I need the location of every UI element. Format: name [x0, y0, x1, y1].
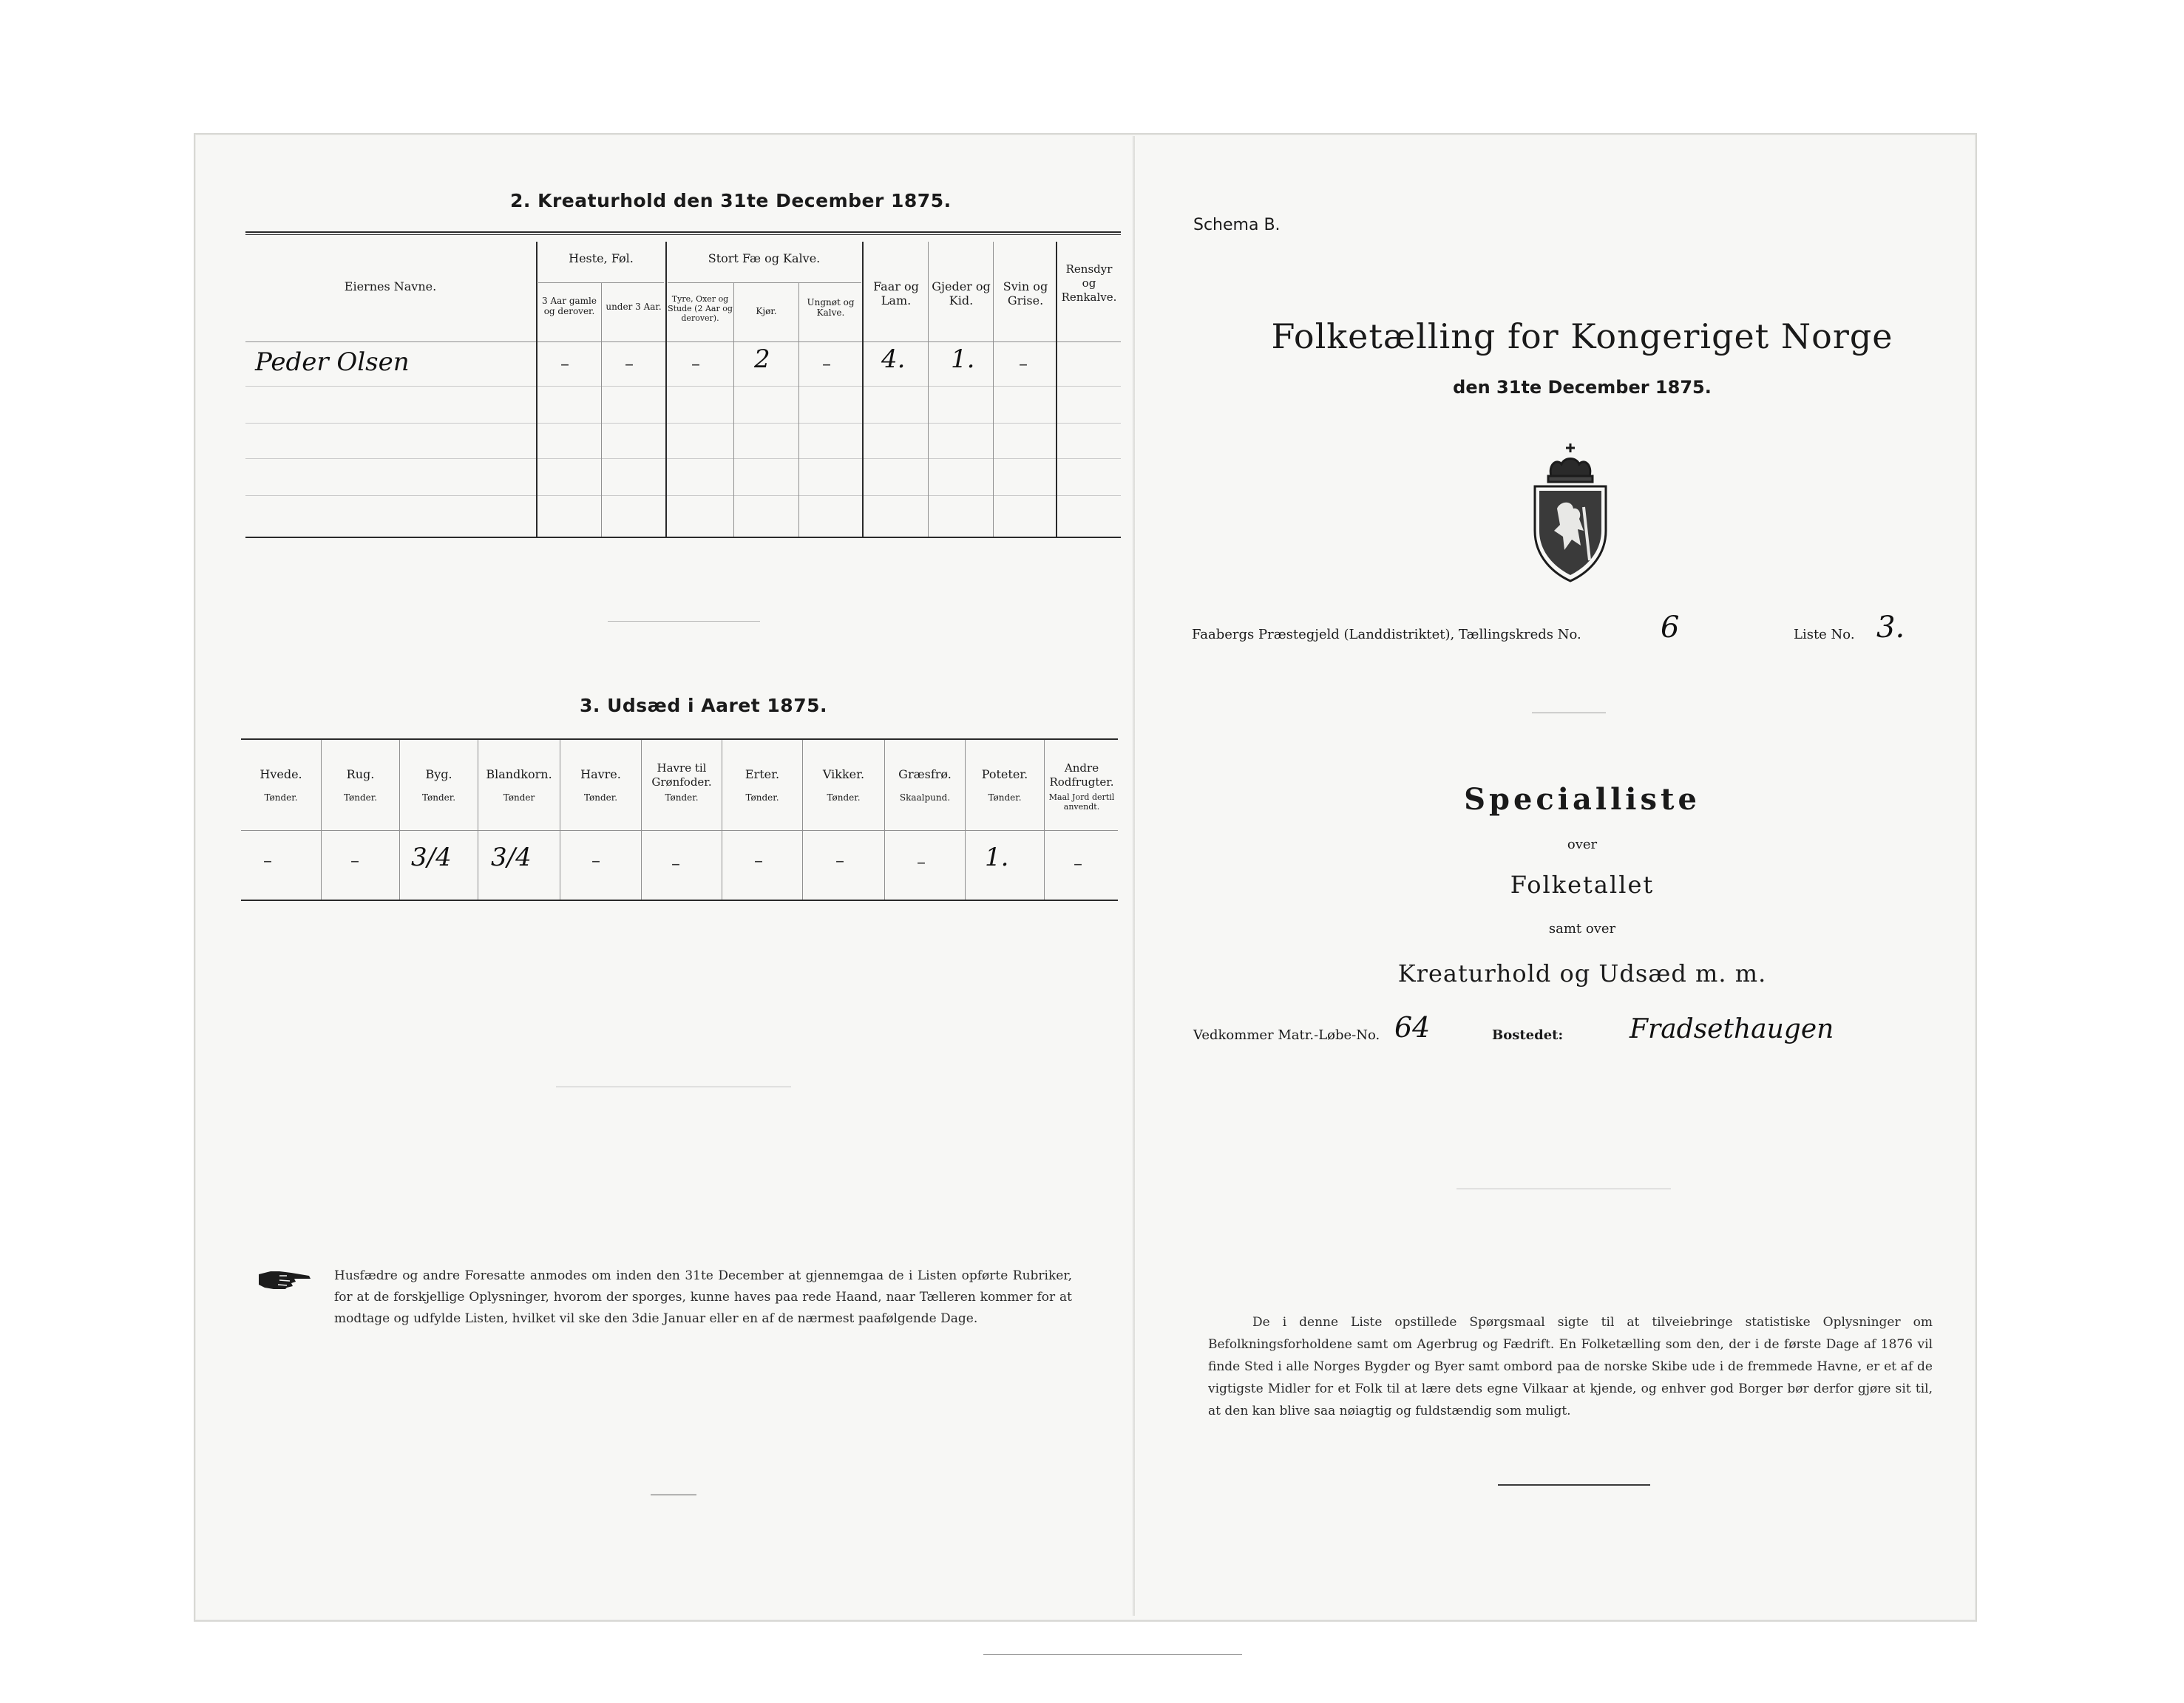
- horses-over3-header: 3 Aar gamle og derover.: [542, 296, 597, 316]
- cows-cell: 2: [754, 344, 770, 374]
- liste-label: Liste No.: [1794, 627, 1855, 642]
- mixed-grain-value: 3/4: [491, 843, 532, 872]
- root-crops-unit: Maal Jord dertil anvendt.: [1048, 792, 1115, 812]
- horses-header: Heste, Føl.: [569, 251, 634, 265]
- vetch-header: Vikker.: [822, 767, 865, 781]
- pigs-cell: –: [1019, 353, 1028, 374]
- samt-over-text: samt over: [1548, 921, 1616, 937]
- rye-value: –: [350, 850, 359, 871]
- kreaturhold-text: Kreaturhold og Udsæd m. m.: [1397, 959, 1767, 988]
- sheep-header: Faar og Lam.: [873, 279, 919, 307]
- district-number: 6: [1661, 611, 1680, 645]
- peas-value: –: [754, 850, 763, 871]
- vetch-unit: Tønder.: [827, 792, 861, 803]
- schema-label: Schema B.: [1193, 216, 1281, 234]
- bottom-rule: [1498, 1484, 1650, 1486]
- oats-value: –: [591, 850, 600, 871]
- horses-over3-cell: –: [560, 353, 569, 374]
- census-title: Folketælling for Kongeriget Norge: [1271, 316, 1893, 356]
- reindeer-header: Rensdyr og Renkalve.: [1061, 262, 1117, 304]
- potatoes-value: 1.: [985, 843, 1009, 872]
- pointing-hand-icon: [257, 1267, 313, 1292]
- census-date: den 31te December 1875.: [1453, 377, 1712, 398]
- oats-fodder-header: Havre til Grønfoder.: [651, 761, 712, 789]
- vetch-value: –: [835, 850, 844, 871]
- horses-under3-header: under 3 Aar.: [606, 302, 662, 312]
- peas-unit: Tønder.: [745, 792, 779, 803]
- goats-cell: 1.: [951, 344, 975, 374]
- bosted-label: Bostedet:: [1492, 1027, 1564, 1043]
- rye-unit: Tønder.: [343, 792, 378, 803]
- pigs-header: Svin og Grise.: [1003, 279, 1048, 307]
- footer-text: De i denne Liste opstillede Spørgsmaal sigte til at tilveiebringe statistiske Oplysninger om Befolkningsforholdene samt om Agerbrug og Fædrift. En Folketælling som den, der i de første Dage af 1876 vil finde Sted i alle Norges Bygder og Byer samt ombord paa de norske Skibe ude i de fremmede Havne, er et af de vigtigste Midler for et Folk til at lære dets egne Vilkaar at kjende, og enhver god Borger bør derfor gjøre sit til, at den kan blive saa nøiagtig og fuldstændig som muligt.: [1208, 1315, 1933, 1418]
- goats-header: Gjeder og Kid.: [932, 279, 991, 307]
- root-crops-header: Andre Rodfrugter.: [1049, 761, 1114, 789]
- grass-seed-unit: Skaalpund.: [899, 792, 951, 803]
- root-crops-value: –: [1074, 853, 1082, 874]
- grass-seed-value: –: [917, 852, 926, 872]
- matr-number: 64: [1394, 1011, 1431, 1044]
- young-cattle-cell: –: [822, 353, 831, 374]
- peas-header: Erter.: [745, 767, 780, 781]
- young-cattle-header: Ungnøt og Kalve.: [807, 297, 855, 318]
- mixed-grain-unit: Tønder: [503, 792, 535, 803]
- district-label: Faabergs Præstegjeld (Landdistriktet), Tællingskreds No.: [1192, 627, 1581, 642]
- barley-header: Byg.: [425, 767, 452, 781]
- wheat-unit: Tønder.: [264, 792, 298, 803]
- bulls-cell: –: [691, 353, 700, 374]
- horses-under3-cell: –: [625, 353, 634, 374]
- owner-names-header: Eiernes Navne.: [344, 279, 437, 293]
- rye-header: Rug.: [346, 767, 375, 781]
- grass-seed-header: Græsfrø.: [898, 767, 952, 781]
- barley-unit: Tønder.: [421, 792, 456, 803]
- bottom-mark: [983, 1654, 1242, 1655]
- notice-text: Husfædre og andre Foresatte anmodes om inden den 31te December at gjennemgaa de i Listen opførte Rubriker, for at de forskjellige Oplysninger, hvorom der sporges, kunne haves paa rede Haand, naar Tælleren kommer for at modtage og udfylde Listen, hvilket vil ske den 3die Januar eller en af de nærmest paafølgende Dage.: [334, 1268, 1072, 1326]
- section3-title: 3. Udsæd i Aaret 1875.: [580, 695, 827, 716]
- wheat-value: –: [263, 850, 272, 871]
- oats-header: Havre.: [580, 767, 621, 781]
- bulls-header: Tyre, Oxer og Stude (2 Aar og derover).: [668, 294, 733, 323]
- norwegian-coat-of-arms-icon: [1527, 442, 1613, 584]
- wheat-header: Hvede.: [260, 767, 302, 781]
- oats-fodder-unit: Tønder.: [665, 792, 699, 803]
- liste-number: 3.: [1876, 611, 1905, 645]
- cattle-header: Stort Fæ og Kalve.: [708, 251, 821, 265]
- owner-name-cell: Peder Olsen: [255, 347, 410, 377]
- barley-value: 3/4: [411, 843, 452, 872]
- section2-title: 2. Kreaturhold den 31te December 1875.: [510, 190, 952, 211]
- potatoes-unit: Tønder.: [988, 792, 1022, 803]
- divider: [608, 621, 760, 622]
- mixed-grain-header: Blandkorn.: [486, 767, 552, 781]
- oats-unit: Tønder.: [583, 792, 618, 803]
- potatoes-header: Poteter.: [981, 767, 1028, 781]
- page-fold: [1133, 136, 1135, 1616]
- oats-fodder-value: –: [671, 853, 680, 874]
- bosted-value: Fradsethaugen: [1629, 1014, 1834, 1044]
- folketallet-text: Folketallet: [1510, 871, 1655, 899]
- over-text: over: [1567, 837, 1598, 852]
- specialliste-heading: Specialliste: [1464, 782, 1700, 817]
- sheep-cell: 4.: [881, 344, 906, 374]
- cows-header: Kjør.: [756, 306, 777, 316]
- matr-label: Vedkommer Matr.-Løbe-No.: [1193, 1027, 1380, 1043]
